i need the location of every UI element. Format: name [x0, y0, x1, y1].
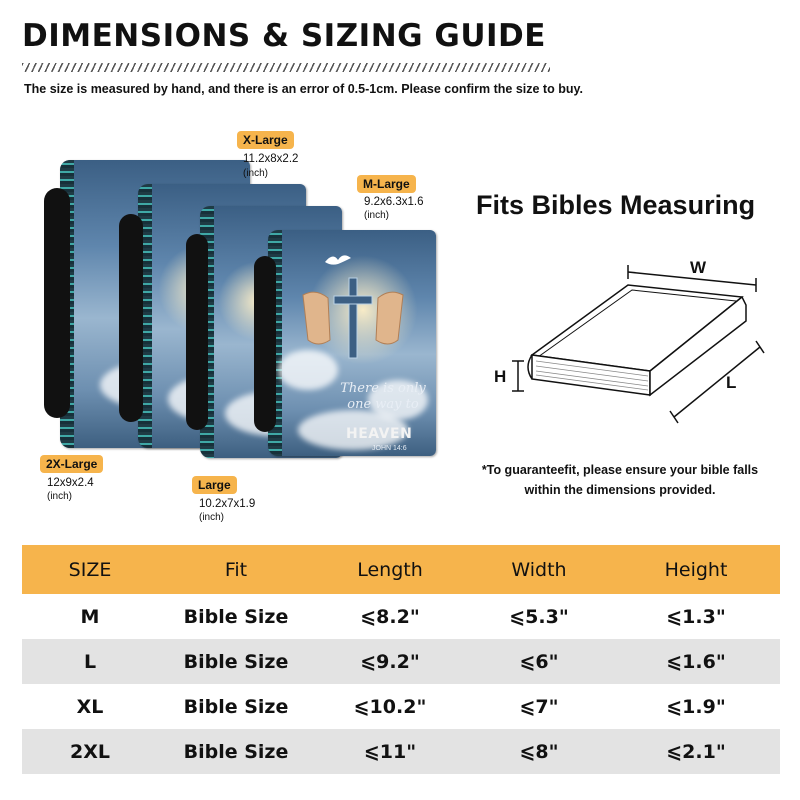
cell-size: XL: [76, 695, 104, 718]
cover-verse: JOHN 14:6: [372, 445, 407, 452]
cover-line-1: There is only: [340, 381, 426, 396]
size-unit-large: (inch): [199, 512, 225, 523]
size-dims-x-large: 11.2x8x2.2: [243, 153, 299, 165]
cell-fit: Bible Size: [183, 740, 289, 763]
table-row: [22, 594, 780, 639]
header-length: Length: [357, 558, 423, 581]
measurement-note: The size is measured by hand, and there is an error of 0.5-1cm. Please confirm the size to buy.: [24, 82, 583, 96]
cover-heaven-text: HEAVEN: [346, 426, 413, 442]
header-size: SIZE: [68, 558, 112, 581]
cell-height: ⩽1.3": [666, 605, 726, 628]
table-row: [22, 639, 780, 684]
cover-handle: [44, 188, 70, 418]
length-label: L: [726, 373, 737, 392]
cell-size: L: [83, 650, 97, 673]
cover-handle: [119, 214, 143, 422]
dove-icon: [323, 250, 353, 270]
size-tag-m-large: M-Large: [357, 175, 416, 193]
size-unit-m-large: (inch): [364, 210, 390, 221]
size-unit-2x-large: (inch): [47, 491, 73, 502]
cell-size: 2XL: [70, 740, 110, 763]
height-label: H: [494, 367, 507, 386]
width-label: W: [690, 258, 707, 277]
fits-bibles-heading: Fits Bibles Measuring: [476, 190, 756, 220]
size-tag-2x-large: 2X-Large: [40, 455, 103, 473]
title-underline-divider: [22, 63, 550, 72]
cell-length: ⩽10.2": [353, 695, 427, 718]
hands-and-cross-icon: [298, 270, 408, 360]
cell-width: ⩽5.3": [509, 605, 569, 628]
header-fit: Fit: [224, 558, 248, 581]
cell-fit: Bible Size: [183, 605, 289, 628]
fit-guarantee-note: *To guaranteefit, please ensure your bible falls within the dimensions provided.: [481, 463, 759, 497]
cover-m-large: [268, 230, 436, 456]
cell-fit: Bible Size: [183, 695, 289, 718]
cell-width: ⩽7": [519, 695, 559, 718]
sizing-table: [22, 545, 780, 774]
cell-length: ⩽11": [363, 740, 417, 763]
cell-height: ⩽2.1": [666, 740, 726, 763]
cell-height: ⩽1.6": [666, 650, 726, 673]
size-dims-large: 10.2x7x1.9: [199, 498, 256, 510]
size-tag-x-large: X-Large: [237, 131, 294, 149]
size-tag-large: Large: [192, 476, 237, 494]
cell-height: ⩽1.9": [666, 695, 726, 718]
cover-handle: [186, 234, 208, 430]
cell-size: M: [80, 605, 100, 628]
size-dims-m-large: 9.2x6.3x1.6: [364, 196, 424, 208]
cell-fit: Bible Size: [183, 650, 289, 673]
size-dims-2x-large: 12x9x2.4: [47, 477, 94, 489]
cover-handle: [254, 256, 276, 432]
table-header-row: [22, 545, 780, 594]
header-height: Height: [664, 558, 728, 581]
table-row: [22, 684, 780, 729]
cell-width: ⩽6": [519, 650, 559, 673]
cell-length: ⩽8.2": [360, 605, 420, 628]
cell-width: ⩽8": [519, 740, 559, 763]
table-row: [22, 729, 780, 774]
cell-length: ⩽9.2": [360, 650, 420, 673]
cover-line-2: one way to: [347, 397, 419, 412]
page-title: DIMENSIONS & SIZING GUIDE: [22, 18, 546, 54]
book-dimension-diagram: [490, 245, 770, 435]
header-width: Width: [511, 558, 567, 581]
size-unit-x-large: (inch): [243, 168, 269, 179]
